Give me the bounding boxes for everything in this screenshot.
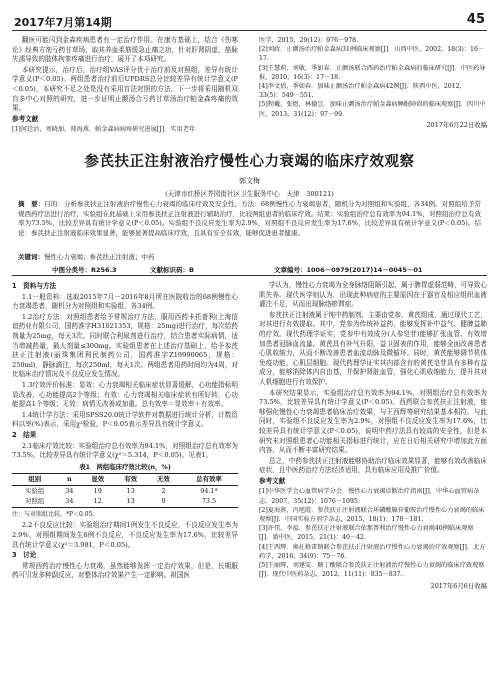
abstract-label: 摘 要： [18,200,45,208]
reference-item: [1]何廷沽，刘晓加，郑海燕．帕金森病病疼研究进展[J]．实用老年 [12,126,196,134]
reference-item: [2]夏海燕，冯旭霞．参芪扶正注射液联合环磷酸腺苷葡胺治疗慢性心力衰竭的临床观察[J]．中国实验方剂学杂志，2015，18(1)：178－181. [259,506,485,524]
paragraph: 总之，中药参芪扶正注射液能够协助治疗临床效果显著，能够有效改善临床症状，且中医药治疗方法经济适用，具有临床应用及推广价值。 [259,456,487,475]
table-cell: 94.1* [200,486,218,495]
prev-article-left-column [12,36,238,135]
table-cell: 13 [126,486,135,495]
section-heading: 2 结果 [12,430,37,439]
table-cell: 12 [93,497,102,506]
prev-article-right-column [259,36,487,130]
abstract [18,200,481,238]
page-header [12,8,487,31]
references-heading: 参考文献 [12,114,39,123]
article-title: 参芪扶正注射液治疗慢性心力衰竭的临床疗效观察 [84,154,415,170]
reference-item: 医学，2015，29(12)：976－978. [259,37,359,44]
table-note: 注：与对照组比较，*P＜0.05。 [12,510,99,518]
table-cell: 9 [161,497,166,506]
reference-item: [3]许伟，李福．参芪扶正注射液联合依那普利治疗慢性心力衰竭40例临床观察[J]．新中医，2015，21(1)：40－42. [259,525,474,542]
paragraph: 学认为，慢性心力衰竭为全身脉络阻隔引起，属于脾胃虚弱范畴，可导致心肌失养。现代医学则认为，出现此种病症的主要原因在于器官及相应组织血液灌注不足，从而出现脉络瘀滞症。 [259,281,487,309]
paragraph: 2.1临床疗效比较：实验组治疗总有效率为94.1%，对照组治疗总有效率为73.5%，比较差异具有统计学意义(χ²＝5.314，P＜0.05)。见表1。 [12,441,238,460]
table-cell: 34 [65,497,74,506]
paragraph: 本研究提示，治疗后，治疗组VAS评分优于治疗前及对照组，差异有统计学意义(P＜0.05)。两组患者治疗前后UPDRS总分比较差异有统计学意义(P＜0.05)，本研究不足之处是没有采用盲法对照的方法，下一步将采用随机双盲多中心对照的研究，进一步证明止颤汤合亏药甘草汤治疗帕金森疼痛的效果。 [12,65,238,113]
reference-item: [4]王西辉．奥扎格雷钠联合参芪扶正注射液治疗慢性心力衰竭的疗效观察[J]．北方药学，2016，34(9)：75－76. [259,543,486,560]
table-header-cell: 无效 [157,475,170,484]
table-cell: 19 [93,486,102,495]
efficacy-table [12,463,238,508]
table-cell: 34 [65,486,74,495]
references-heading: 参考文献 [259,476,286,485]
reference-item: [5]王丽辉，刘建雯．顺丁酸联合参芪扶正注射液治疗慢性心力衰竭的临床疗效观察[J]．现代中医药杂志，2012，11(11)：835－837. [259,562,485,579]
received-date: 2017年6月22日收稿 [426,120,487,129]
article-left-column [12,281,238,582]
table-row [12,496,238,507]
classification-line [12,264,487,276]
table-cell: 2 [161,486,166,495]
reference-item: [5]程戴，张煜，林德昱．加味止颤汤治疗帕金森病睡眠障碍的临床观察[J]．四川中医，2013，31(12)：97－99. [259,101,486,118]
table-cell: 实验组 [25,486,45,495]
page-number: 45 [466,12,485,27]
table-header-row [12,474,238,486]
paragraph: 本研究结果显示，实验组治疗总有效率为94.1%，对照组治疗总有效率为73.5%，比较差异具有统计学意义(P＜0.05)。西药联合参芪扶正注射液，能够强化慢性心力衰竭患者临床治疗效果，与王西辉等研究结果基本相符。与此同时，实验组不良反应发生率为2.9%，对照组不良反应发生率为17.6%，比较差异具有统计学意义(P＜0.05)，说明中药疗法具有较高的安全性，但是本研究未对照组患者心功能相关指标进行统计，应在日后相关研究中增加此方面内容，从而不断丰富研究结果。 [259,388,487,455]
paragraph: 2.2不良反应比较：实验组治疗期间1例发生不良反应，不良反应发生率为2.9%，对照组期间发生6例不良反应，不良反应发生率为17.6%，比较差异具有统计学意义(χ²＝3.981，P＜0.05)。 [12,521,238,549]
table-caption: 表1 两组临床疗效比较(n，%) [79,462,171,471]
reference-item: [3]王慧莉，刘敏，季如春．止颤汤联合西药治疗帕金森病的临床研究[J]．中医药导报，2010，16(3)：17－18. [259,64,486,81]
issue-label: 2017年7月第14期 [14,16,112,29]
table-header-cell: 有效 [124,475,137,484]
paragraph: 1.4统计学方法：采用SPSS20.0统计学软件对数据进行统计分析，计数资料以率(%)表示，采用χ²检验，P＜0.05表示差异具有统计学意义。 [12,410,238,429]
paragraph: 1.1一般资料：选取2015年7月－2016年8月所在医院收治的68例慢性心力衰竭患者，随机分为对照组和实验组，各34例。 [12,292,238,311]
section-heading: 1 资料与方法 [12,282,57,290]
abstract-text: 目的：分析参芪扶正注射液治疗慢性心力衰竭的临床疗效及安全性。方法：68例慢性心力衰竭患者，随机分为对照组和实验组，各34例。对照组给予常规西药疗法进行治疗，实验组在此基础上采用参芪扶正注射液进行辅助治疗，比较两组患者的临床疗效。结果：实验组治疗总有效率为94.1%，对照组治疗总有效率为73.5%，比较差异具有统计学意义(P＜0.05)。实验组不良反应发生率为2.9%，对照组不良反应发生率为17.6%，比较差异具有统计学意义(P＜0.05)。结论：参芪扶正注射液临床效果显著，能够显著提高临床疗效，且具有安全有效，能够促进患者健康。 [18,200,482,237]
paragraph: 翻医可能闪到金森疾病患者有一定治疗作用。在康方基础上，结合《伤寒论》经典方剂亏药甘草场，取其养血柔筋缓急止痛之功，针对肝肾阴虚，筋脉失濡导致的肢体拘挛疼痛进行治疗，展开了本项研究。 [12,36,238,64]
table-header-cell: n [67,475,72,484]
section-heading: 3 讨论 [12,551,37,560]
table-cell: 对照组 [25,497,45,506]
keywords [18,252,481,261]
affiliation: (天津市红桥区芥园街社区卫生服务中心 天津 300121) [165,190,334,198]
paragraph: 1.2治疗方法：对照组患者给予常规治疗方法，服用西药卡托普利(上海信谊药业有限公司，国药准字H31021353，规格：25mg)进行治疗，每次给药剂量为25mg，每天3次。同时联合利尿剂进行治疗，结合患者实际病情，适当增减药量，最大剂量≤300mg。实验组患者在上述治疗基础上，给予参芪扶正注射液(丽珠集团利民制药公司，国药准字Z19990065，规格：250ml)，静脉滴注，每次250ml，每天1次。两组患者用药时间均为4周，对比临床治疗情况及不良反应发生情况。 [12,312,238,379]
document-code: 文献标识码：B [150,266,194,274]
reference-item: [4]李文倩，季如春．加味止颤汤治疗帕金森病42例[J]．陕西中医，2012，33(5)：549－551. [259,83,466,100]
table-cell: 73.5 [201,497,217,506]
keywords-label: 关键词： [18,253,44,261]
clc-number: 中图分类号：R256.3 [52,266,117,274]
table-header-cell: 总有效率 [196,475,222,484]
received-date: 2017年6月6日收稿 [430,581,487,590]
table-cell: 13 [126,497,135,506]
paragraph: 常规西药治疗慢性心力衰竭，虽然能够发挥一定治疗效果，但是，长期服药可引发多种副反应，对整体治疗效果产生一定影响。祖国医 [12,561,238,580]
article-right-column [259,281,487,591]
table-row [12,485,238,496]
table-header-cell: 组别 [28,475,42,484]
paragraph: 参芪扶正注射液属于纯中药制剂，主要由党参、黄芪组成，通过现代工艺，对其进行有效提取。其中，党参为传统补益药，能够发挥补中益气、健脾益肺的疗效。现代药理学证实，党参中有效成分(人参皂苷)能够扩张血管、有效增加患者冠脉血流量。黄芪具有补气升阳，益卫固表的作用，能够全面改善患者心肌收缩力，从而不断改善患者血流动脉及微循环。同时，黄芪能够调节机体免疫功能，心肌层细胞。现代药理学证实其内部含有的黄芪皂苷具有多种有益成分，能够消除体内自由基，并保护肾脏血管，强化心肌收缩能力，提升其对人机细胞进行有效保护。 [259,310,487,386]
keywords-text: 慢性心力衰竭；参芪扶正注射液；中药 [44,253,155,261]
paragraph: 1.3疗效评价标准：显效：心力衰竭相关临床症状显著缓解，心功能指标明显改善，心功能提高2个等级；有效：心力衰竭相关临床症状有所好转，心功能提高1个等级；无效：病情无改善或加重。总有效率＝显效率＋有效率。 [12,380,238,409]
author: 郭文梅 [239,177,260,185]
table-header-cell: 显效 [91,475,105,484]
reference-item: [1]中华医学会心血管病学分会．慢性心力衰竭诊断治疗指南[J]．中华心血管病杂志，2007，35(12)：1076－1095. [259,488,480,505]
article-number: 文章编号：1006－0979(2017)14－0045－01 [274,266,423,274]
reference-item: [2]刘政．止颤汤治疗帕金森病31例临床观察[J]．山西中医，2002，18(3)：16－17. [259,46,485,63]
